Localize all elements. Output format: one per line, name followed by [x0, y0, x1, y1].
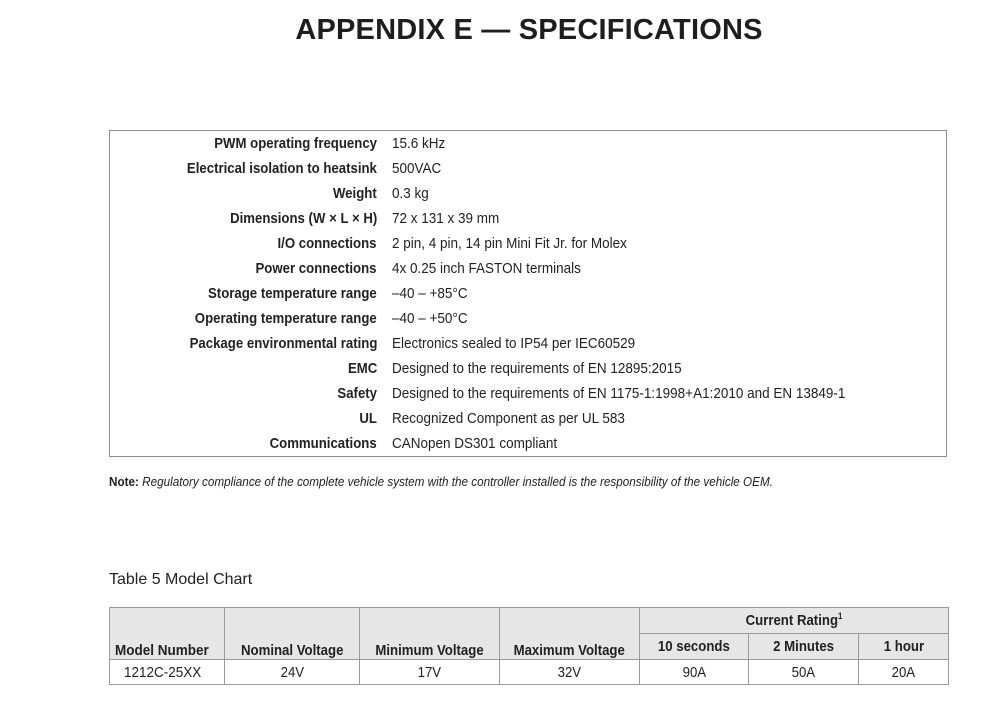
spec-row	[110, 281, 946, 306]
spec-row	[110, 256, 946, 281]
footnote-marker: 1	[838, 611, 843, 621]
spec-value: 500VAC	[392, 160, 442, 177]
cell-10-seconds: 90A	[640, 660, 749, 685]
spec-row	[110, 181, 946, 206]
header-model-number: Model Number	[110, 608, 225, 660]
spec-value: CANopen DS301 compliant	[392, 435, 558, 452]
spec-row	[110, 156, 946, 181]
spec-value: 72 x 131 x 39 mm	[392, 210, 500, 227]
header-nominal-voltage: Nominal Voltage	[225, 608, 360, 660]
cell-2-minutes: 50A	[749, 660, 859, 685]
cell-nominal-voltage: 24V	[225, 660, 360, 685]
header-1-hour: 1 hour	[859, 634, 949, 660]
spec-value: 0.3 kg	[392, 185, 429, 202]
cell-minimum-voltage: 17V	[360, 660, 500, 685]
spec-label: UL	[359, 410, 377, 427]
spec-label: Power connections	[255, 260, 377, 277]
header-minimum-voltage: Minimum Voltage	[360, 608, 500, 660]
spec-value: 2 pin, 4 pin, 14 pin Mini Fit Jr. for Molex	[392, 235, 627, 252]
page-title: APPENDIX E — SPECIFICATIONS	[295, 14, 763, 46]
spec-value: –40 – +85°C	[392, 285, 468, 302]
spec-value: Designed to the requirements of EN 12895:2015	[392, 360, 682, 377]
model-chart-table	[109, 607, 949, 685]
spec-row	[110, 231, 946, 256]
spec-value: Designed to the requirements of EN 1175-1:1998+A1:2010 and EN 13849-1	[392, 385, 846, 402]
header-10-seconds: 10 seconds	[640, 634, 749, 660]
spec-value: 15.6 kHz	[392, 135, 446, 152]
spec-row	[110, 381, 946, 406]
spec-row	[110, 306, 946, 331]
header-maximum-voltage: Maximum Voltage	[500, 608, 640, 660]
spec-label: Safety	[337, 385, 377, 402]
spec-value: Recognized Component as per UL 583	[392, 410, 625, 427]
spec-row	[110, 431, 946, 456]
spec-label: Communications	[269, 435, 377, 452]
spec-row	[110, 131, 946, 156]
spec-label: Weight	[333, 185, 377, 202]
spec-row	[110, 406, 946, 431]
header-current-rating: Current Rating$^1$	[640, 608, 949, 634]
spec-label: Storage temperature range	[208, 285, 377, 302]
note-text: Regulatory compliance of the complete vehicle system with the controller installed is the responsibility of the vehicle OEM.	[142, 474, 773, 489]
header-2-minutes: 2 Minutes	[749, 634, 859, 660]
cell-1-hour: 20A	[859, 660, 949, 685]
spec-value: Electronics sealed to IP54 per IEC60529	[392, 335, 636, 352]
spec-row	[110, 331, 946, 356]
spec-label: PWM operating frequency	[214, 135, 377, 152]
spec-label: EMC	[347, 360, 377, 377]
compliance-note	[109, 474, 773, 489]
note-prefix: Note:	[109, 474, 139, 489]
spec-label: I/O connections	[277, 235, 377, 252]
spec-value: –40 – +50°C	[392, 310, 468, 327]
spec-label: Operating temperature range	[195, 310, 377, 327]
spec-label: Electrical isolation to heatsink	[187, 160, 377, 177]
table-row	[110, 660, 949, 685]
cell-model-number: 1212C-25XX	[110, 660, 225, 685]
spec-value: 4x 0.25 inch FASTON terminals	[392, 260, 581, 277]
table-caption: Table 5 Model Chart	[109, 571, 253, 588]
spec-label: Dimensions (W × L × H)	[229, 210, 377, 227]
spec-label: Package environmental rating	[189, 335, 377, 352]
specifications-table	[109, 130, 947, 457]
cell-maximum-voltage: 32V	[500, 660, 640, 685]
spec-row	[110, 356, 946, 381]
spec-row	[110, 206, 946, 231]
